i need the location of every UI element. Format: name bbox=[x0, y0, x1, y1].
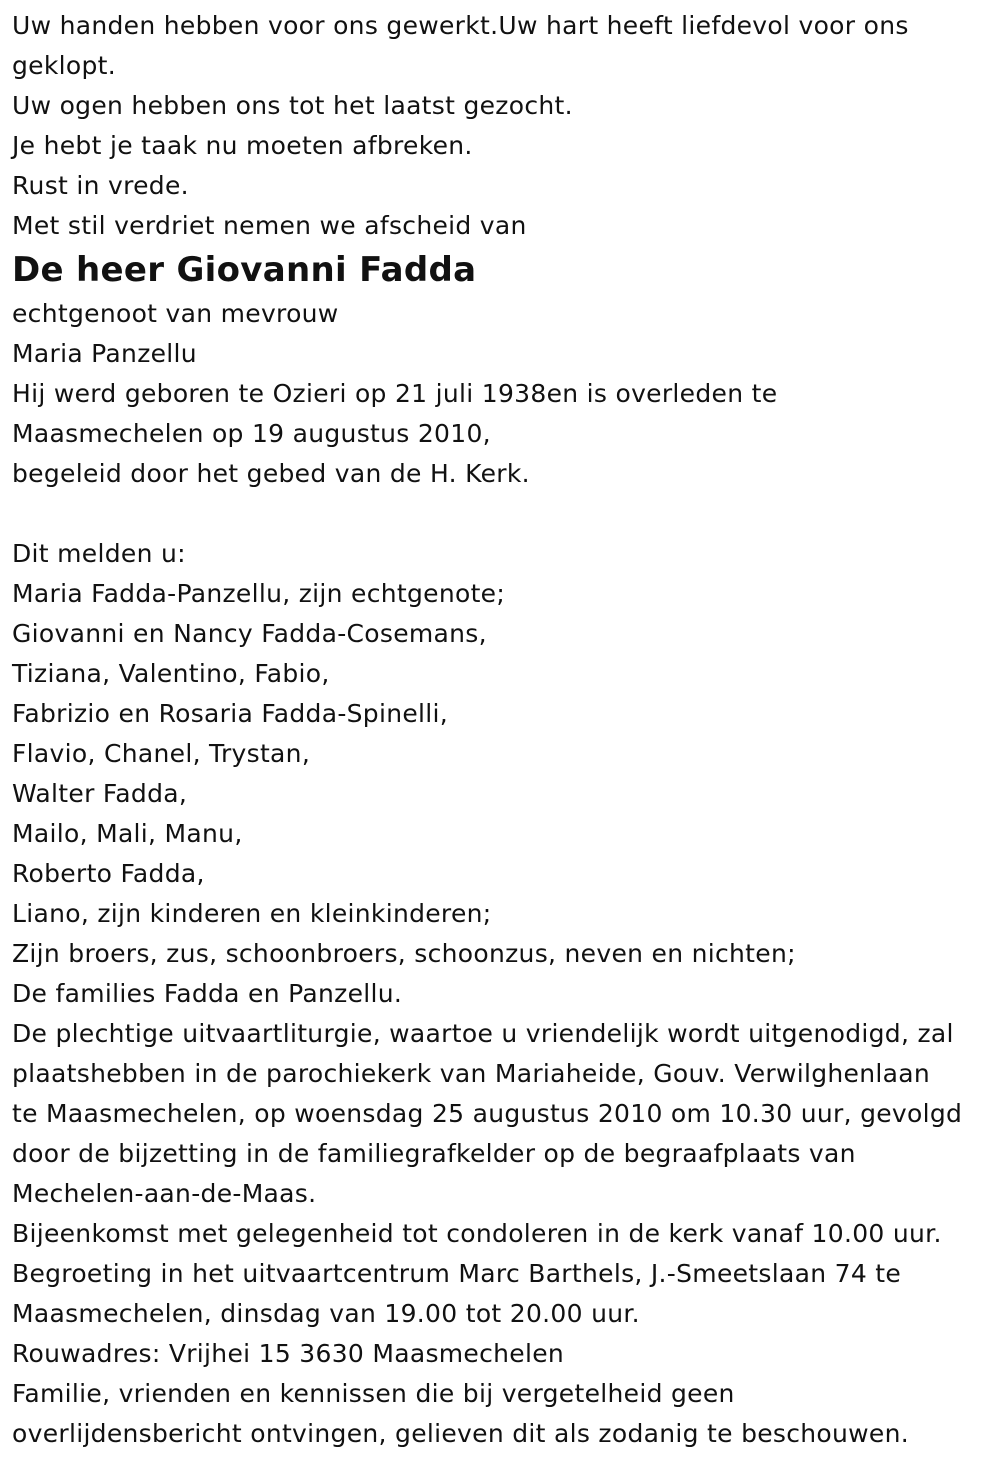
funeral-line: overlijdensbericht ontvingen, gelieven dit als zodanig te beschouwen. bbox=[12, 1419, 909, 1448]
details-line: begeleid door het gebed van de H. Kerk. bbox=[12, 459, 530, 488]
family-line: Dit melden u: bbox=[12, 539, 186, 568]
family-line: Mailo, Mali, Manu, bbox=[12, 819, 243, 848]
family-line: Roberto Fadda, bbox=[12, 859, 205, 888]
family-line: Zijn broers, zus, schoonbroers, schoonzus, neven en nichten; bbox=[12, 939, 796, 968]
funeral-line: te Maasmechelen, op woensdag 25 augustus 2010 om 10.30 uur, gevolgd bbox=[12, 1099, 963, 1128]
funeral-line: De plechtige uitvaartliturgie, waartoe u vriendelijk wordt uitgenodigd, zal bbox=[12, 1019, 954, 1048]
poem-line: Uw ogen hebben ons tot het laatst gezocht. bbox=[12, 91, 573, 120]
funeral-line: Rouwadres: Vrijhei 15 3630 Maasmechelen bbox=[12, 1339, 565, 1368]
poem-line: Uw handen hebben voor ons gewerkt.Uw hart heeft liefdevol voor ons bbox=[12, 11, 909, 40]
funeral-line: plaatshebben in de parochiekerk van Mariaheide, Gouv. Verwilghenlaan bbox=[12, 1059, 930, 1088]
poem-line: Rust in vrede. bbox=[12, 171, 189, 200]
family-line: Walter Fadda, bbox=[12, 779, 188, 808]
funeral-line: Bijeenkomst met gelegenheid tot condoleren in de kerk vanaf 10.00 uur. bbox=[12, 1219, 942, 1248]
spacer bbox=[12, 494, 980, 534]
details-line: Maria Panzellu bbox=[12, 339, 197, 368]
details-line: echtgenoot van mevrouw bbox=[12, 299, 339, 328]
poem-section bbox=[12, 6, 980, 246]
details-line: Hij werd geboren te Ozieri op 21 juli 1938en is overleden te bbox=[12, 379, 778, 408]
funeral-section bbox=[12, 1014, 980, 1454]
family-line: De families Fadda en Panzellu. bbox=[12, 979, 403, 1008]
details-line: Maasmechelen op 19 augustus 2010, bbox=[12, 419, 491, 448]
family-line: Liano, zijn kinderen en kleinkinderen; bbox=[12, 899, 492, 928]
funeral-line: Familie, vrienden en kennissen die bij vergetelheid geen bbox=[12, 1379, 735, 1408]
family-section bbox=[12, 534, 980, 1014]
details-section bbox=[12, 294, 980, 494]
funeral-line: Begroeting in het uitvaartcentrum Marc Barthels, J.-Smeetslaan 74 te bbox=[12, 1259, 902, 1288]
poem-line: Met stil verdriet nemen we afscheid van bbox=[12, 211, 527, 240]
poem-line: geklopt. bbox=[12, 51, 116, 80]
family-line: Giovanni en Nancy Fadda-Cosemans, bbox=[12, 619, 487, 648]
deceased-name: De heer Giovanni Fadda bbox=[12, 250, 477, 290]
family-line: Flavio, Chanel, Trystan, bbox=[12, 739, 311, 768]
funeral-line: Mechelen-aan-de-Maas. bbox=[12, 1179, 317, 1208]
funeral-line: door de bijzetting in de familiegrafkelder op de begraafplaats van bbox=[12, 1139, 856, 1168]
funeral-line: Maasmechelen, dinsdag van 19.00 tot 20.00 uur. bbox=[12, 1299, 640, 1328]
poem-line: Je hebt je taak nu moeten afbreken. bbox=[12, 131, 473, 160]
family-line: Fabrizio en Rosaria Fadda-Spinelli, bbox=[12, 699, 449, 728]
family-line: Tiziana, Valentino, Fabio, bbox=[12, 659, 330, 688]
family-line: Maria Fadda-Panzellu, zijn echtgenote; bbox=[12, 579, 506, 608]
